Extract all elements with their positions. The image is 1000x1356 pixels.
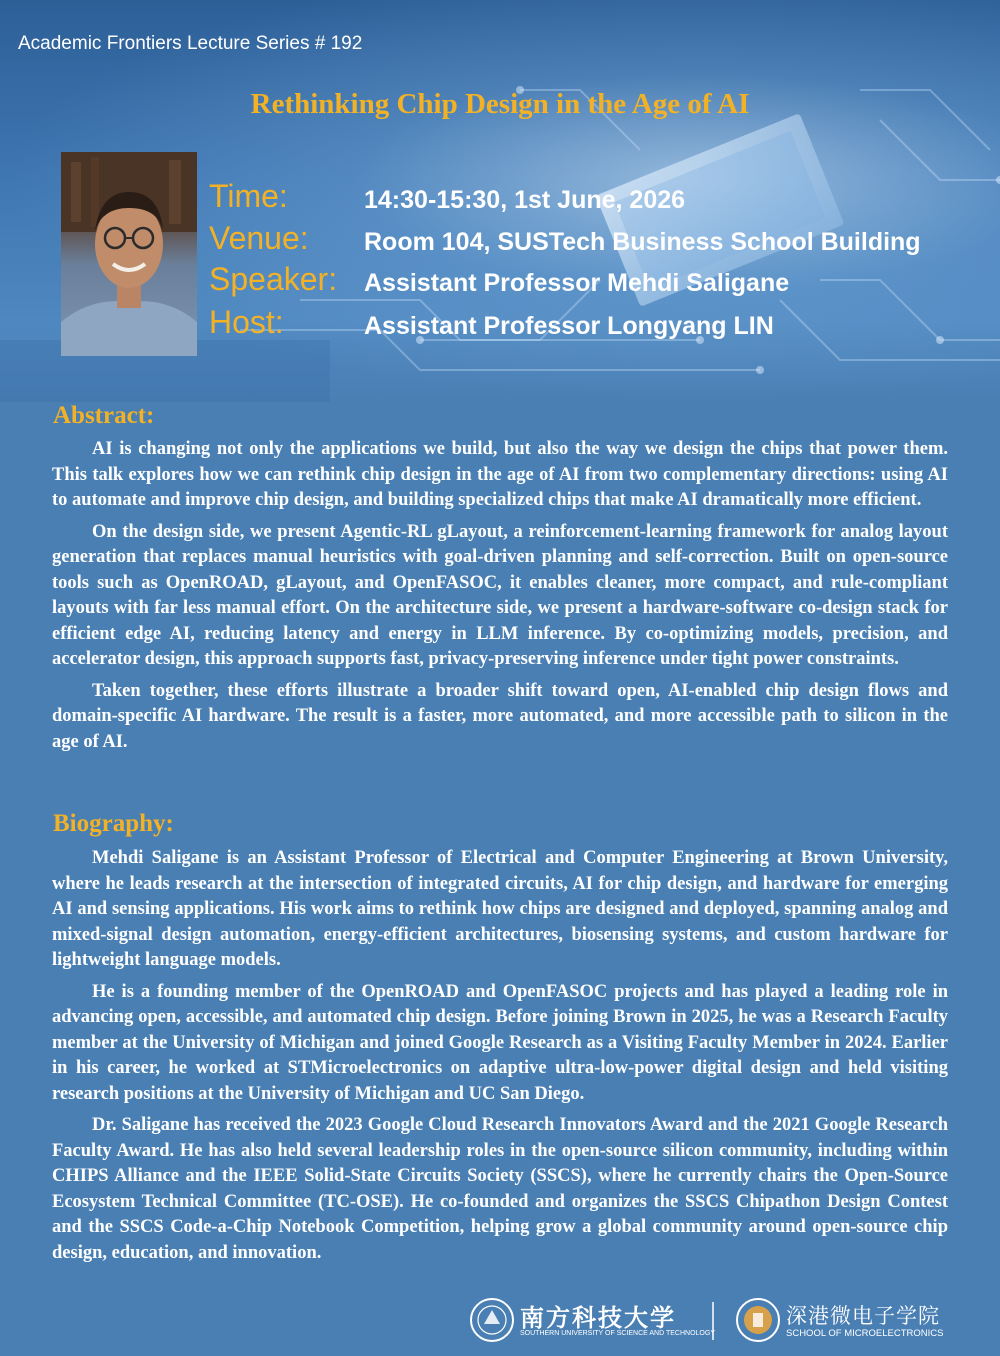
biography-paragraph: Dr. Saligane has received the 2023 Google Cloud Research Innovators Award and the 2021 Google Research Faculty Award. He has also held several leadership roles in the open-source silicon community, including within CHIPS Alliance and the IEEE Solid-State Circuits Society (SSCS), where he currently chairs the Open-Source Ecosystem Technical Committee (TC-OSE). He co-founded and organizes the SSCS Chipathon Design Contest and the SSCS Code-a-Chip Notebook Competition, helping grow a global community around open-source chip design, education, and innovation.: [52, 1115, 948, 1263]
abstract-paragraph: AI is changing not only the applications we build, but also the way we design the chips that power them. This talk explores how we can rethink chip design in the age of AI from two complementary directions: using AI to automate and improve chip design, and building specialized chips that make AI dramatically more efficient.: [52, 439, 948, 510]
host-value: Assistant Professor Longyang LIN: [364, 312, 774, 340]
school-chinese-name: 深港微电子学院: [786, 1304, 940, 1328]
biography-paragraph: Mehdi Saligane is an Assistant Professor of Electrical and Computer Engineering at Brown University, where he leads research at the intersection of integrated circuits, AI for chip design, and hardware for emerging AI and sensing applications. His work aims to rethink how chips are designed and deployed, spanning analog and mixed-signal design automation, energy-efficient architectures, biosensing systems, and custom hardware for lightweight language models.: [52, 848, 948, 970]
abstract-paragraph: Taken together, these efforts illustrate a broader shift toward open, AI-enabled chip design flows and domain-specific AI hardware. The result is a faster, more automated, and more accessible path to silicon in the age of AI.: [52, 680, 948, 752]
biography-paragraph: He is a founding member of the OpenROAD and OpenFASOC projects and has played a leading role in advancing open, accessible, and automated chip design. Before joining Brown in 2025, he was a Research Faculty member at the University of Michigan and joined Google Research as a Visiting Faculty Member in 2024. Earlier in his career, he worked at STMicroelectronics on adaptive ultra-low-power digital design and held visiting research positions at the University of Michigan and UC San Diego.: [52, 981, 948, 1104]
biography-body: [52, 846, 948, 1272]
venue-label: Venue:: [209, 220, 309, 256]
host-label: Host:: [209, 304, 284, 340]
abstract-heading: Abstract:: [53, 402, 155, 429]
lecture-series-label: Academic Frontiers Lecture Series # 192: [18, 33, 363, 54]
speaker-label: Speaker:: [209, 261, 338, 297]
sustech-english-name: SOUTHERN UNIVERSITY OF SCIENCE AND TECHNOLOGY: [520, 1330, 715, 1337]
abstract-body: [52, 437, 948, 761]
footer-logos: [470, 1296, 955, 1346]
school-english-name: SCHOOL OF MICROELECTRONICS: [786, 1328, 944, 1339]
sustech-chinese-name: 南方科技大学: [520, 1303, 676, 1332]
time-value: 14:30-15:30, 1st June, 2026: [364, 186, 686, 214]
venue-value: Room 104, SUSTech Business School Building: [364, 228, 921, 256]
school-seal-icon: [737, 1299, 779, 1341]
header-banner: [0, 0, 1000, 402]
sustech-seal-icon: [471, 1299, 513, 1341]
abstract-paragraph: On the design side, we present Agentic-RL gLayout, a reinforcement-learning framework for analog layout generation that replaces manual heuristics with goal-driven planning and self-correction. Built on open-source tools such as OpenROAD, gLayout, and OpenFASOC, it enables cleaner, more compact, and rule-compliant layouts with far less manual effort. On the architecture side, we present a hardware-software co-design stack for efficient edge AI, reducing latency and energy in LLM inference. By co-optimizing models, precision, and accelerator design, this approach supports fast, privacy-preserving inference under tight power constraints.: [52, 521, 948, 669]
speaker-portrait-image: [61, 152, 197, 356]
lecture-title: Rethinking Chip Design in the Age of AI: [250, 88, 750, 120]
biography-heading: Biography:: [53, 810, 174, 837]
time-label: Time:: [209, 178, 288, 214]
speaker-value: Assistant Professor Mehdi Saligane: [364, 269, 790, 297]
speaker-photo: [61, 152, 197, 356]
